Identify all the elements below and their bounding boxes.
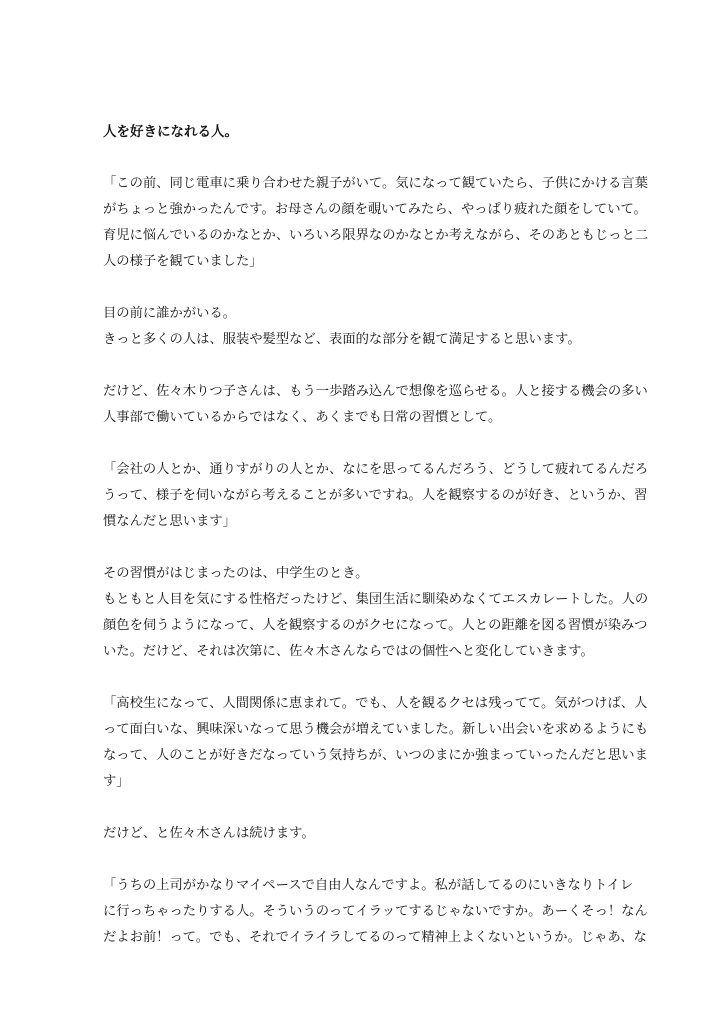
paragraph [103,171,649,275]
text-line: に行っちゃったりする人。そういうのってイラッてするじゃないですか。あーくそっ！なん [103,904,648,919]
text-line: 人の様子を観ていました」 [103,254,263,269]
paragraph [103,561,649,665]
paragraph-list [103,171,649,951]
paragraph [103,301,623,353]
text-line: うって、様子を伺いながら考えることが多いですね。人を観察するのが好き、というか、習 [103,488,648,503]
text-line: 慣なんだと思います」 [103,514,236,529]
text-line: って面白いな、興味深いなって思う機会が増えていました。新しい出会いを求めるようにも [103,722,649,737]
text-line: す」 [103,774,130,789]
paragraph [103,873,648,951]
text-line: 「高校生になって、人間関係に恵まれて。でも、人を観るクセは残ってて。気がつけば、人 [103,696,648,711]
paragraph [103,691,649,795]
text-line: 「この前、同じ電車に乗り合わせた親子がいて。気になって観ていたら、子供にかける言葉 [103,176,648,191]
text-line: その習慣がはじまったのは、中学生のとき。 [103,566,369,581]
text-line: 人事部で働いているからではなく、あくまでも日常の習慣として。 [103,410,502,425]
text-line: もともと人目を気にする性格だったけど、集団生活に馴染めなくてエスカレートした。人の [103,592,649,607]
text-line: なって、人のことが好きだなっていう気持ちが、いつのまにか強まっていったんだと思いま [103,748,648,763]
text-line: きっと多くの人は、服装や髪型など、表面的な部分を観て満足すると思います。 [103,332,581,347]
paragraph [103,821,623,847]
text-line: 育児に悩んでいるのかなとか、いろいろ限界なのかなとか考えながら、そのあともじっと二 [103,228,649,243]
text-line: いた。だけど、それは次第に、佐々木さんならではの個性へと変化していきます。 [103,644,594,659]
paragraph [103,379,648,431]
text-line: だけど、佐々木りつ子さんは、もう一歩踏み込んで想像を巡らせる。人と接する機会の多い [103,384,648,399]
text-line: 「うちの上司がかなりマイペースで自由人なんですよ。私が話してるのにいきなりトイレ [103,878,634,893]
text-line: がちょっと強かったんです。お母さんの顔を覗いてみたら、やっぱり疲れた顔をしていて。 [103,202,647,217]
text-line: 「会社の人とか、通りすがりの人とか、なにを思ってるんだろう、どうして疲れてるんだろ [103,462,649,477]
article-title: 人を好きになれる人。 [103,124,238,140]
text-line: 顔色を伺うようになって、人を観察するのがクセになって。人との距離を図る習慣が染みつ [103,618,648,633]
article-body [103,119,649,977]
text-line: だよお前！って。でも、それでイライラしてるのって精神上よくないというか。じゃあ、な [103,930,647,945]
paragraph [103,457,649,535]
text-line: だけど、と佐々木さんは続けます。 [103,826,315,841]
text-line: 目の前に誰かがいる。 [103,306,236,321]
